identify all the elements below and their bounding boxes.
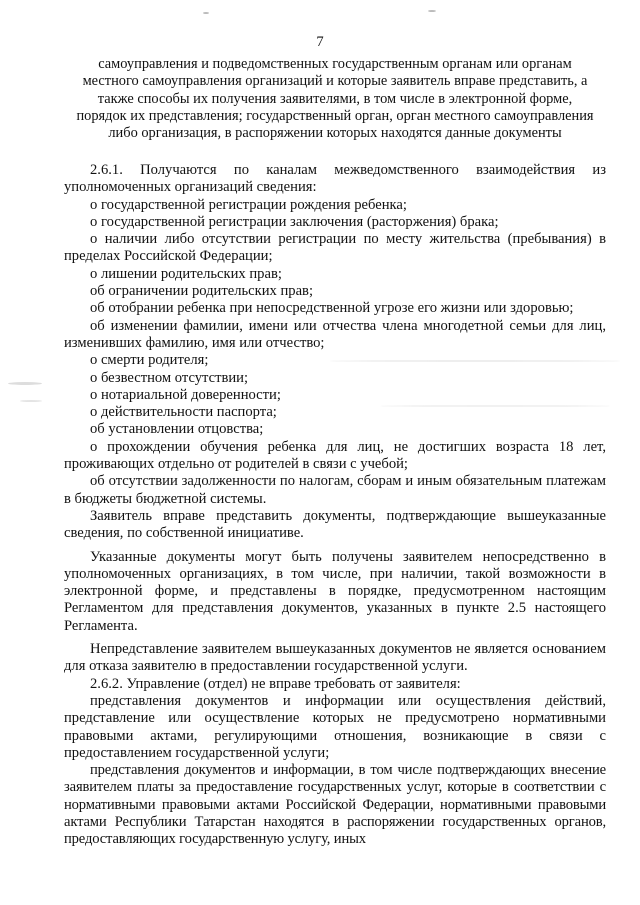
section-heading <box>70 56 600 142</box>
heading-line: местного самоуправления организаций и которые заявитель вправе представить, а <box>82 73 588 90</box>
list-item: о наличии либо отсутствии регистрации по месту жительства (пребывания) в пределах Российской Федерации; <box>64 231 606 265</box>
scan-speck <box>428 10 436 12</box>
heading-line: порядок их представления; государственный орган, орган местного самоуправления <box>76 107 594 124</box>
list-item: о нотариальной доверенности; <box>90 386 281 403</box>
list-item: об установлении отцовства; <box>90 421 264 438</box>
scan-speck <box>203 12 209 14</box>
heading-line: либо организация, в распоряжении которых находятся данные документы <box>108 125 562 142</box>
paragraph-2-6-1: 2.6.1. Получаются по каналам межведомственного взаимодействия из уполномоченных организаций сведения: <box>64 162 606 196</box>
list-item: о государственной регистрации заключения (расторжения) брака; <box>90 213 499 230</box>
list-item: о смерти родителя; <box>90 352 209 369</box>
scan-speck <box>8 382 42 385</box>
heading-line: также способы их получения заявителями, в том числе в электронной форме, <box>97 90 573 107</box>
list-item: о действительности паспорта; <box>90 404 277 421</box>
list-item: представления документов и информации, в том числе подтверждающих внесение заявителем платы за предоставление государственных услуг, которые в соответствии с нормативными правовыми актами Российской Федерации, нормативными правовыми актами Республики Татарстан находятся в распоряжении государственных органов, предоставляющих государственную услугу, иных <box>64 762 606 848</box>
paragraph: Указанные документы могут быть получены заявителем непосредственно в уполномоченных организациях, в том числе, при наличии, такой возможности в электронной форме, и представлены в порядке, предусмотренном настоящим Регламентом для представления документов, указанных в пункте 2.5 настоящего Регламента. <box>64 548 606 634</box>
document-body <box>64 162 606 849</box>
list-item: об отобрании ребенка при непосредственной угрозе его жизни или здоровью; <box>90 300 574 317</box>
list-item: о безвестном отсутствии; <box>90 369 249 386</box>
list-item: о государственной регистрации рождения ребенка; <box>90 196 407 213</box>
heading-line: самоуправления и подведомственных государственным органам или органам <box>98 56 572 72</box>
list-item: об изменении фамилии, имени или отчества члена многодетной семьи для лиц, изменивших фамилию, имя или отчество; <box>64 317 606 351</box>
list-item: об отсутствии задолженности по налогам, сборам и иным обязательным платежам в бюджеты бюджетной системы. <box>64 473 606 507</box>
list-item: представления документов и информации или осуществления действий, представление или осуществление которых не предусмотрено нормативными правовыми актами, регулирующими отношения, возникающие в связи с предоставлением государственной услуги; <box>64 692 606 761</box>
paragraph: Заявитель вправе представить документы, подтверждающие вышеуказанные сведения, по собственной инициативе. <box>64 507 606 542</box>
scan-speck <box>20 400 42 402</box>
paragraph: Непредставление заявителем вышеуказанных документов не является основанием для отказа заявителю в предоставлении государственной услуги. <box>64 641 606 675</box>
list-item: об ограничении родительских прав; <box>90 283 313 300</box>
page-number: 7 <box>316 34 324 50</box>
list-item: о прохождении обучения ребенка для лиц, не достигших возраста 18 лет, проживающих отдельно от родителей в связи с учебой; <box>64 438 606 473</box>
list-item: о лишении родительских прав; <box>90 265 282 282</box>
paragraph-2-6-2: 2.6.2. Управление (отдел) не вправе требовать от заявителя: <box>90 675 461 692</box>
